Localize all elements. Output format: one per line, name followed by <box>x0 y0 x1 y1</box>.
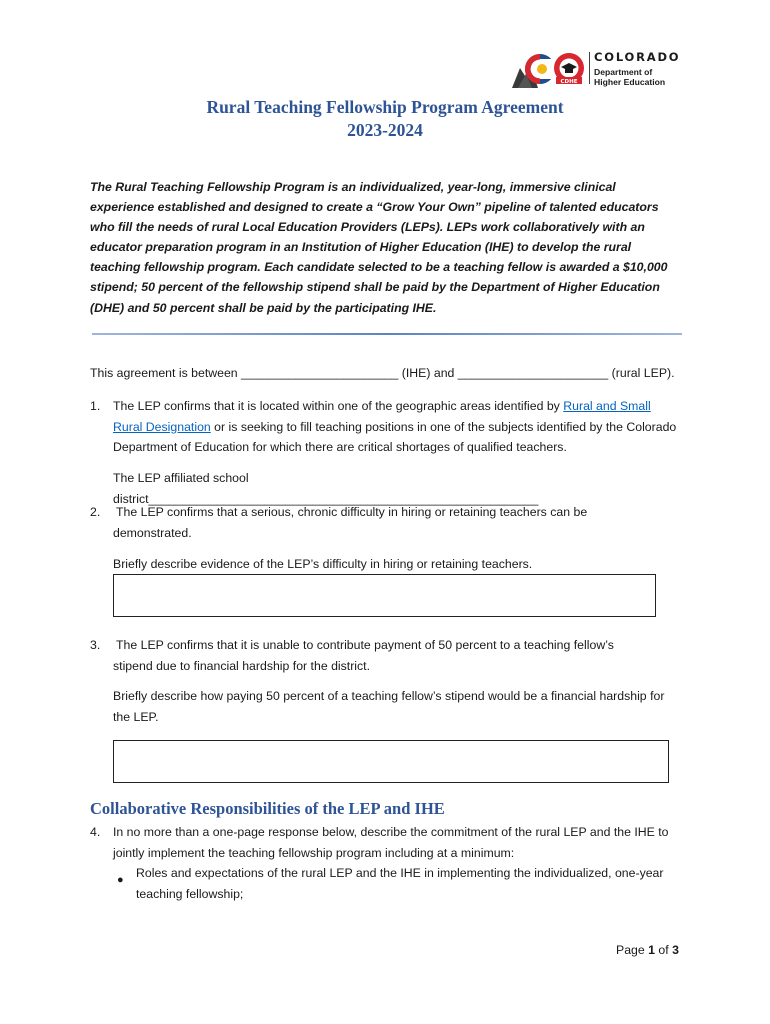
page-of-label: of <box>658 943 669 957</box>
document-title: Rural Teaching Fellowship Program Agreement <box>206 97 564 117</box>
section-heading: Collaborative Responsibilities of the LEP and IHE <box>90 799 445 818</box>
item-1-district-line[interactable]: The LEP affiliated school district_________________________________________________________ <box>113 471 539 506</box>
item-3-prompt: Briefly describe how paying 50 percent of a teaching fellow’s stipend would be a financial hardship for the LEP. <box>113 689 665 724</box>
item-3-answer-box[interactable] <box>113 740 669 783</box>
section-divider <box>92 333 682 335</box>
item-4-bullet-1: Roles and expectations of the rural LEP and the IHE in implementing the individualized, one-year teaching fellowship; <box>136 866 664 901</box>
item-1-text <box>113 396 683 458</box>
logo-divider <box>589 52 590 84</box>
page-number <box>616 943 679 957</box>
item-4-text: In no more than a one-page response below, describe the commitment of the rural LEP and the IHE to jointly implement the teaching fellowship program including at a minimum: <box>113 825 669 860</box>
item-1-text-before: The LEP confirms that it is located within one of the geographic areas identified by <box>113 399 564 413</box>
item-2-text <box>113 502 633 543</box>
page-label: Page <box>616 943 645 957</box>
logo-badge: CDHE <box>560 79 578 85</box>
logo-dept-line1: Department of <box>594 67 653 77</box>
logo-brand: COLORADO <box>594 50 681 64</box>
item-4-number: 4. <box>90 825 101 839</box>
colorado-mountain-c-icon <box>512 50 588 88</box>
item-3-statement: The LEP confirms that it is unable to contribute payment of 50 percent to a teaching fellow’s stipend due to financial hardship for the district. <box>113 638 614 673</box>
item-2-answer-box[interactable] <box>113 574 656 617</box>
logo-dept-line2: Higher Education <box>594 77 666 87</box>
intro-paragraph: The Rural Teaching Fellowship Program is an individualized, year-long, immersive clinical experience established and designed to create a “Grow Your Own” pipeline of talented educators who fill the needs of rural Local Education Providers (LEPs). LEPs work collaboratively with an educator preparation program in an Institution of Higher Education (IHE) to develop the rural teaching fellowship program. Each candidate selected to be a teaching fellow is awarded a $10,000 stipend; 50 percent of the fellowship stipend shall be paid by the Department of Higher Education (DHE) and 50 percent shall be paid by the participating IHE. <box>90 180 668 315</box>
item-2-number: 2. <box>90 505 101 519</box>
item-3-text <box>113 635 653 676</box>
item-2-prompt: Briefly describe evidence of the LEP’s difficulty in hiring or retaining teachers. <box>113 557 533 571</box>
item-3-number: 3. <box>90 638 101 652</box>
logo-text <box>594 50 680 87</box>
item-2-statement: The LEP confirms that a serious, chronic difficulty in hiring or retaining teachers can be demonstrated. <box>113 505 588 540</box>
document-year: 2023-2024 <box>347 120 423 140</box>
page-total: 3 <box>672 943 679 957</box>
page-current: 1 <box>648 943 655 957</box>
bullet-dot-icon: ● <box>117 874 124 886</box>
item-1-text-after: or is seeking to fill teaching positions in one of the subjects identified by the Colorado Department of Education for which there are critical shortages of qualified teachers. <box>113 419 677 454</box>
rural-designation-link[interactable]: Rural and Small Rural Designation <box>113 399 651 434</box>
agreement-line: This agreement is between _______________________ (IHE) and ______________________ (rural LEP). <box>90 366 675 380</box>
cdhe-logo <box>512 50 687 90</box>
item-1-number: 1. <box>90 399 101 413</box>
